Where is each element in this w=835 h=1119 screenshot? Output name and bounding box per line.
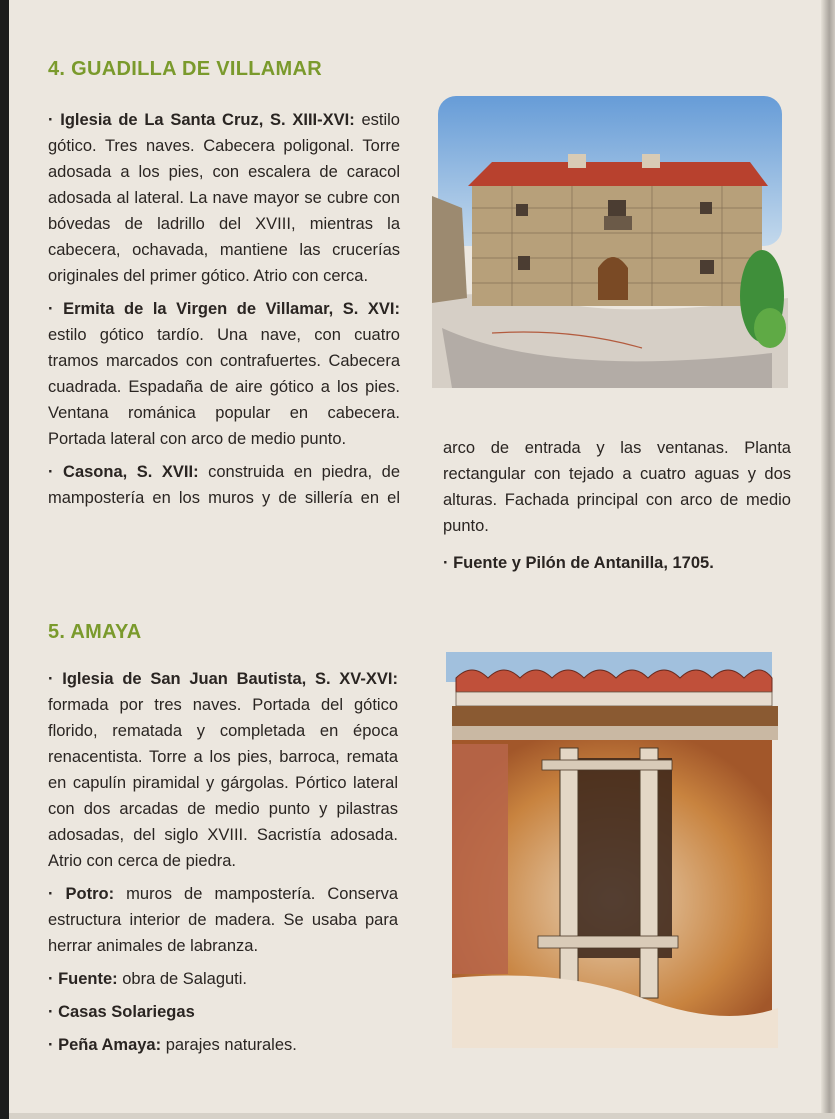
item-title: · Casas Solariegas	[48, 1003, 195, 1021]
section-title-amaya: 5. AMAYA	[48, 621, 142, 643]
page-bottom-edge	[9, 1113, 835, 1119]
item-fuente	[48, 966, 398, 992]
item-text: parajes naturales.	[161, 1036, 297, 1054]
item-ermita-villamar	[48, 296, 400, 452]
item-fuente-antanilla	[443, 550, 791, 576]
item-pena-amaya	[48, 1032, 398, 1058]
item-title: · Peña Amaya:	[48, 1036, 162, 1054]
item-title: · Fuente:	[48, 970, 118, 988]
item-text: construida en piedra, de mampostería en los muros y de sillería en el	[48, 463, 400, 507]
manor-house-illustration	[432, 88, 788, 398]
item-text: formada por tres naves. Portada del gótico florido, rematada y completada en época renacentista. Torre a los pies, barroca, remata en capulín piramidal y gárgolas. Pórtico lateral con dos arcadas de medio punto y pilastras adosadas, del siglo XVIII. Sacristía adosada. Atrio con cerca de piedra.	[48, 696, 398, 870]
section-title-guadilla: 4. GUADILLA DE VILLAMAR	[48, 58, 322, 80]
item-title: · Ermita de la Virgen de Villamar, S. XVI:	[48, 300, 400, 318]
page-left-edge	[0, 0, 9, 1119]
potro-illustration	[442, 648, 778, 1048]
item-text: estilo gótico. Tres naves. Cabecera poligonal. Torre adosada a los pies, con escalera de caracol adosada al lateral. La nave mayor se cubre con bóvedas de ladrillo del XVIII, mientras la cabecera, ochavada, mantiene las crucerías originales del primer gótico. Atrio con cerca.	[48, 111, 400, 285]
item-text: obra de Salaguti.	[117, 970, 248, 988]
item-iglesia-san-juan	[48, 666, 398, 874]
section4-left-column	[48, 107, 400, 518]
item-casona-continuation: arco de entrada y las ventanas. Planta rectangular con tejado a cuatro aguas y dos alturas. Fachada principal con arco de medio punto.	[443, 439, 791, 535]
item-casas-solariegas	[48, 999, 398, 1025]
item-casona	[48, 459, 400, 511]
page-right-edge	[821, 0, 835, 1119]
section4-right-column	[443, 435, 791, 583]
item-text: muros de mampostería. Conserva estructura interior de madera. Se usaba para herrar animales de labranza.	[48, 885, 398, 955]
item-title: · Iglesia de La Santa Cruz, S. XIII-XVI:	[48, 111, 355, 129]
item-potro	[48, 881, 398, 959]
item-title: · Iglesia de San Juan Bautista, S. XV-XVI:	[48, 670, 398, 688]
item-iglesia-santa-cruz	[48, 107, 400, 289]
item-text: estilo gótico tardío. Una nave, con cuatro tramos marcados con contrafuertes. Cabecera cuadrada. Espadaña de aire gótico a los pies. Ventana románica popular en cabecera. Portada lateral con arco de medio punto.	[48, 326, 400, 448]
section5-left-column	[48, 666, 398, 1065]
item-title: · Potro:	[48, 885, 115, 903]
item-title: · Fuente y Pilón de Antanilla, 1705.	[443, 554, 714, 572]
item-title: · Casona, S. XVII:	[48, 463, 199, 481]
